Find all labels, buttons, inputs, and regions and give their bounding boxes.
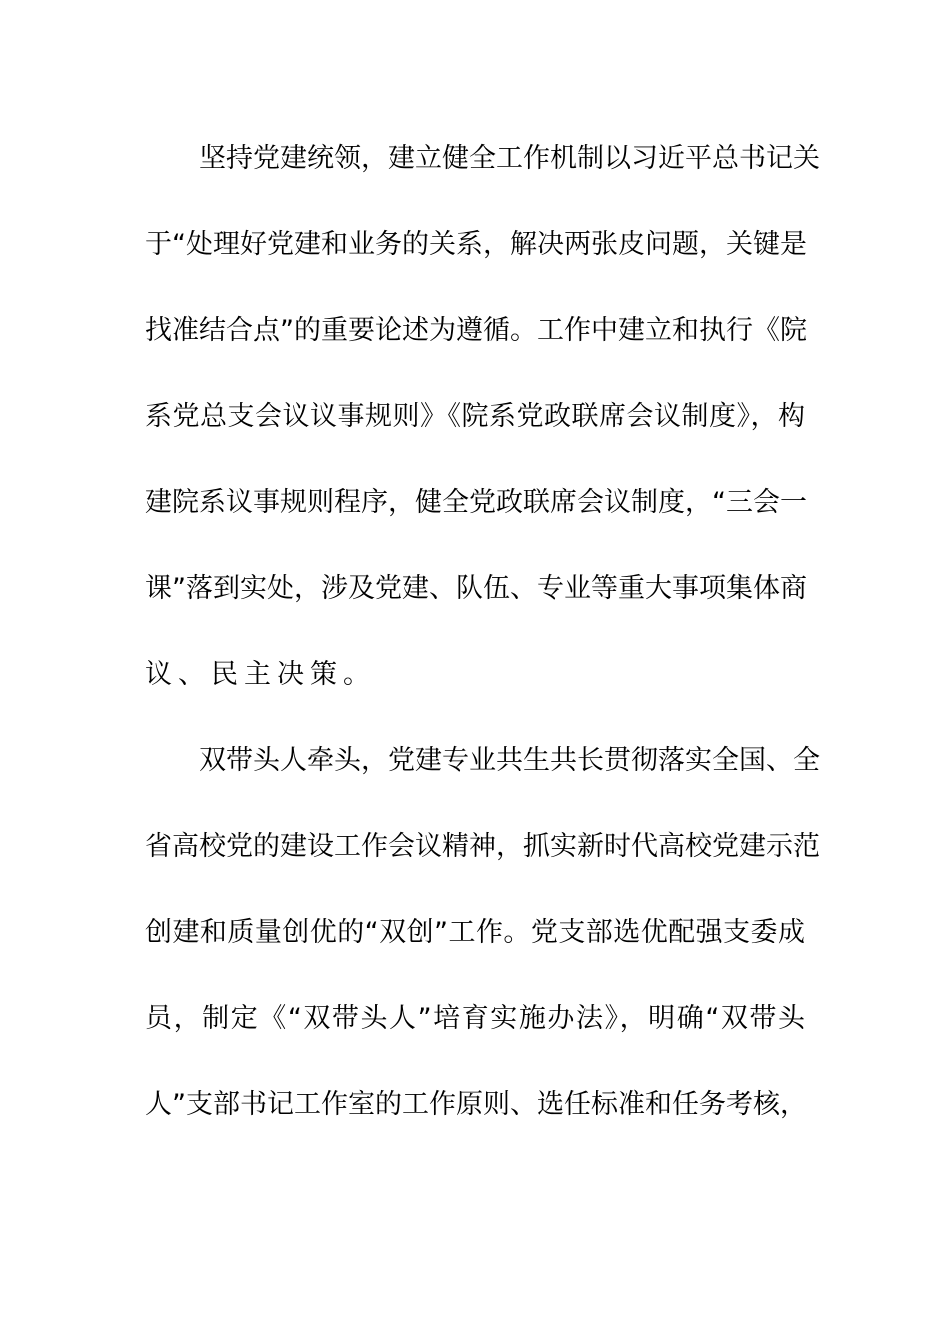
text-line: 省高校党的建设工作会议精神，抓实新时代高校党建示范 <box>145 831 820 862</box>
text-line: 找准结合点”的重要论述为遵循。工作中建立和执行《院 <box>145 315 807 346</box>
text-line: 坚持党建统领，建立健全工作机制以习近平总书记关 <box>199 143 820 174</box>
text-line: 课”落到实处，涉及党建、队伍、专业等重大事项集体商 <box>145 573 807 604</box>
text-line: 建院系议事规则程序，健全党政联席会议制度，“三会一 <box>145 487 807 518</box>
text-line: 议、民主决策。 <box>145 659 376 690</box>
text-line: 人”支部书记工作室的工作原则、选任标准和任务考核， <box>145 1089 807 1120</box>
text-line: 创建和质量创优的“双创”工作。党支部选优配强支委成 <box>145 917 805 948</box>
text-line: 系党总支会议议事规则》《院系党政联席会议制度》，构 <box>145 401 805 432</box>
text-line: 员，制定《“双带头人”培育实施办法》，明确“双带头 <box>145 1003 805 1034</box>
text-line: 于“处理好党建和业务的关系，解决两张皮问题，关键是 <box>145 229 807 260</box>
text-line: 双带头人牵头，党建专业共生共长贯彻落实全国、全 <box>199 745 820 776</box>
